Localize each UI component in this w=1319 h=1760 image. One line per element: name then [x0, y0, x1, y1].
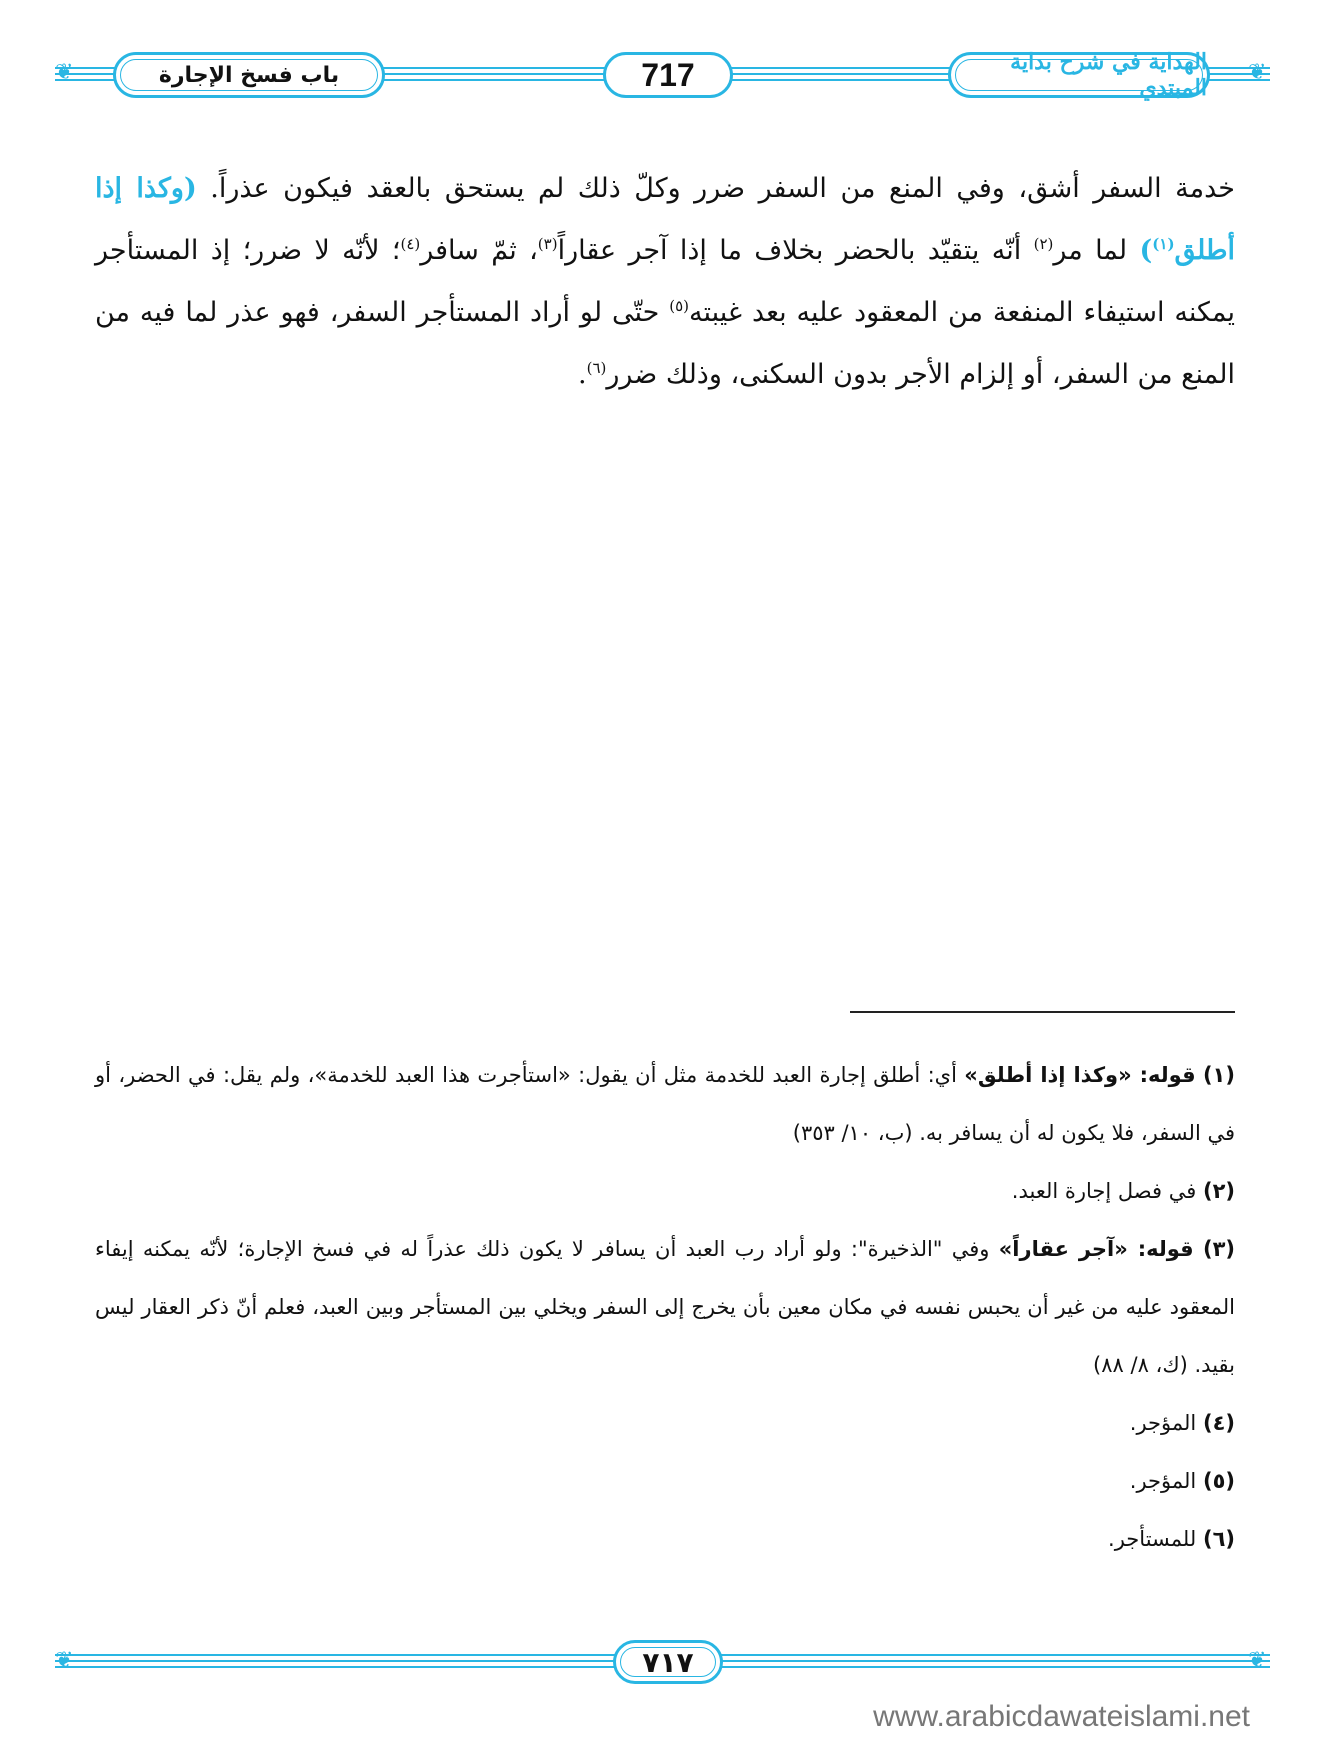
footnote-4-number: (٤): [1202, 1411, 1235, 1435]
footnote-5-number: (٥): [1202, 1469, 1235, 1493]
matn-highlight-close: ): [1139, 235, 1153, 266]
footnote-6: [95, 1510, 1235, 1568]
footnote-ref-6[interactable]: (٦): [586, 359, 607, 377]
footnote-4: [95, 1394, 1235, 1452]
footnote-4-text: المؤجر.: [1129, 1411, 1197, 1435]
main-text-part-7: .: [578, 359, 587, 390]
page-footer: [55, 1640, 1270, 1688]
footer-ornament-left-icon: ❦: [55, 1648, 74, 1673]
footnote-2-number: (٢): [1202, 1179, 1235, 1203]
main-text: [95, 158, 1235, 406]
footnote-2: [95, 1162, 1235, 1220]
page-number: 717: [641, 56, 695, 93]
footnote-1-lead: قوله: «وكذا إذا أطلق»: [964, 1063, 1196, 1087]
chapter-title: باب فسخ الإجارة: [158, 62, 340, 88]
matn-highlight-text: (وكذا إذا أطلق: [95, 173, 1235, 266]
main-text-part-3: أنّه يتقيّد بالحضر بخلاف ما إذا آجر عقاراً: [557, 235, 1034, 266]
footnote-1: [95, 1046, 1235, 1162]
footnote-ref-3[interactable]: (٣): [537, 235, 558, 253]
main-text-part-6: حتّى لو أراد المستأجر السفر، فهو عذر لما فيه من المنع من السفر، أو إلزام الأجر بدون السكنى، وذلك ضرر: [95, 297, 1235, 390]
website-watermark: www.arabicdawateislami.net: [873, 1700, 1250, 1733]
footnote-ref-1[interactable]: (١): [1152, 235, 1175, 253]
footnote-5: [95, 1452, 1235, 1510]
footnote-3-lead: قوله: «آجر عقاراً»: [998, 1237, 1194, 1261]
footnote-1-number: (١): [1202, 1063, 1235, 1087]
footnote-3: [95, 1220, 1235, 1394]
footnote-3-number: (٣): [1202, 1237, 1235, 1261]
main-text-part-4: ، ثمّ سافر: [420, 235, 538, 266]
footnote-2-text: في فصل إجارة العبد.: [1011, 1179, 1197, 1203]
footer-page-number: ٧١٧: [642, 1645, 694, 1679]
footnote-3-text: وفي "الذخيرة": ولو أراد رب العبد أن يسافر لا يكون ذلك عذراً له في فسخ الإجارة؛ لأنّه يمكنه إيفاء المعقود عليه من غير أن يحبس نفسه في مكان معين بأن يخرج إلى السفر ويخلي بين المستأجر وبين العبد، فعلم أنّ ذكر العقار ليس بقيد. (ك، ٨/ ٨٨): [95, 1237, 1235, 1377]
footnote-separator: [850, 1011, 1235, 1013]
footnote-ref-4[interactable]: (٤): [400, 235, 421, 253]
footnote-ref-2[interactable]: (٢): [1033, 235, 1054, 253]
main-text-part-2: لما مر: [1053, 235, 1140, 266]
footnote-6-text: للمستأجر.: [1108, 1527, 1197, 1551]
page-number-box: [603, 52, 733, 98]
footnote-6-number: (٦): [1202, 1527, 1235, 1551]
chapter-title-box: [113, 52, 385, 98]
main-text-part-5: ؛ لأنّه لا ضرر؛ إذ المستأجر يمكنه استيفاء المنفعة من المعقود عليه بعد غيبته: [95, 235, 1236, 328]
footnote-5-text: المؤجر.: [1129, 1469, 1197, 1493]
ornament-right-icon: ❦: [1248, 60, 1267, 85]
footnote-1-text: أي: أطلق إجارة العبد للخدمة مثل أن يقول: «استأجرت هذا العبد للخدمة»، ولم يقل: في الحضر، أو في السفر، فلا يكون له أن يسافر به. (ب، ١٠/ ٣٥٣): [95, 1063, 1235, 1145]
footer-page-number-box: [613, 1640, 723, 1684]
main-text-part-1: خدمة السفر أشق، وفي المنع من السفر ضرر وكلّ ذلك لم يستحق بالعقد فيكون عذراً.: [210, 173, 1235, 204]
book-title-box: [948, 49, 1210, 101]
page-header: [55, 49, 1270, 104]
ornament-left-icon: ❦: [55, 60, 74, 85]
book-title: الهداية في شرح بداية المبتدي: [1010, 49, 1207, 101]
footer-ornament-right-icon: ❦: [1248, 1648, 1267, 1673]
footnote-ref-5[interactable]: (٥): [669, 297, 690, 315]
